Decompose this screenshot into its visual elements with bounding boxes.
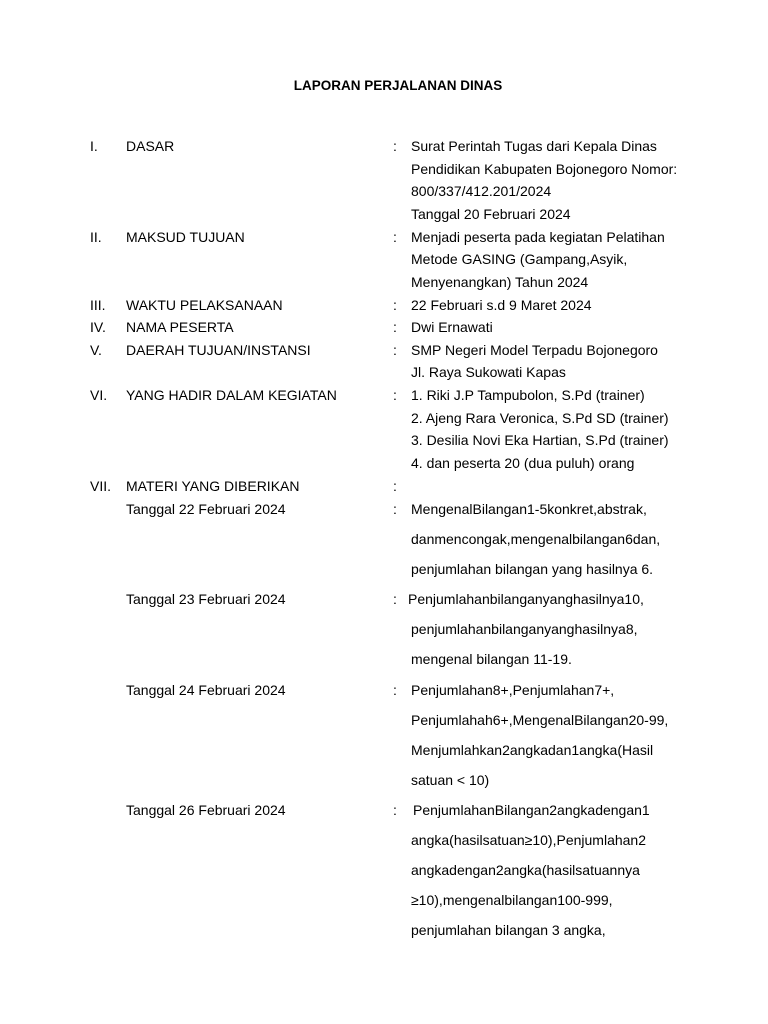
section-label: MAKSUD TUJUAN [126,228,245,245]
value-line: Jl. Raya Sukowati Kapas [411,364,566,381]
value-line: 1. Riki J.P Tampubolon, S.Pd (trainer) [411,387,645,403]
materi-text [411,795,706,945]
section-number: I. [90,138,98,154]
materi-line: PenjumlahanBilangan2angkadengan1 [413,802,650,818]
section-value [411,339,707,384]
value-line: Metode GASING (Gampang,Asyik, [411,251,628,268]
materi-line: angkadengan2angka(hasilsatuannya [411,862,640,878]
materi-date: Tanggal 24 Februari 2024 [126,682,286,698]
value-line: 22 Februari s.d 9 Maret 2024 [411,296,592,313]
materi-text [408,584,706,674]
value-line: SMP Negeri Model Terpadu Bojonegoro [411,341,658,358]
materi-line: angka(hasilsatuan≥10),Penjumlahan2 [411,832,647,848]
value-line: Pendidikan Kabupaten Bojonegoro Nomor: [411,160,678,177]
section-value [411,294,707,317]
materi-line: ≥10),mengenalbilangan100-999, [411,892,613,908]
section-label: DASAR [126,138,175,154]
section-colon: : [393,296,397,313]
materi-line: MengenalBilangan1-5konkret,abstrak, [411,501,647,517]
section-number: VII. [90,478,112,494]
materi-line: Penjumlahanbilanganyanghasilnya10, [408,591,644,607]
section-number: III. [90,296,106,313]
materi-line: satuan < 10) [411,772,490,788]
value-line: 3. Desilia Novi Eka Hartian, S.Pd (trainer) [411,432,669,449]
section-colon: : [393,478,397,494]
section-label: YANG HADIR DALAM KEGIATAN [126,387,337,403]
section-label: WAKTU PELAKSANAAN [126,296,283,313]
section-label: DAERAH TUJUAN/INSTANSI [126,341,311,358]
value-line: Surat Perintah Tugas dari Kepala Dinas [411,138,657,154]
section-value [411,135,707,225]
section-colon: : [393,387,397,403]
section-value [411,226,707,294]
value-line: 4. dan peserta 20 (dua puluh) orang [411,454,635,471]
document-title: LAPORAN PERJALANAN DINAS [293,78,503,93]
materi-date: Tanggal 23 Februari 2024 [126,591,286,607]
section-colon: : [393,341,397,358]
materi-line: penjumlahanbilanganyanghasilnya8, [411,621,638,637]
section-number: VI. [90,387,108,403]
materi-colon: : [393,501,397,517]
materi-text [411,675,706,795]
section-colon: : [393,319,397,335]
materi-line: penjumlahan bilangan 3 angka, [411,922,606,938]
materi-line: mengenal bilangan 11-19. [411,651,572,667]
value-line: Tanggal 20 Februari 2024 [411,205,571,222]
materi-text [411,494,706,584]
section-colon: : [393,228,397,245]
value-line: 800/337/412.201/2024 [411,183,552,200]
materi-line: Penjumlahan8+,Penjumlahan7+, [411,682,615,698]
value-line: 2. Ajeng Rara Veronica, S.Pd SD (trainer) [411,409,669,426]
materi-colon: : [393,802,397,818]
section-number: V. [90,341,102,358]
materi-line: penjumlahan bilangan yang hasilnya 6. [411,561,654,577]
section-value [411,384,707,474]
value-line: Dwi Ernawati [411,319,493,335]
section-value [411,316,707,339]
materi-colon: : [393,591,397,607]
materi-line: Penjumlahah6+,MengenalBilangan20-99, [411,712,669,728]
materi-line: danmencongak,mengenalbilangan6dan, [411,531,661,547]
section-number: II. [90,228,102,245]
section-label: NAMA PESERTA [126,319,234,335]
value-line: Menjadi peserta pada kegiatan Pelatihan [411,228,665,245]
materi-colon: : [393,682,397,698]
section-label: MATERI YANG DIBERIKAN [126,478,300,494]
section-colon: : [393,138,397,154]
materi-date: Tanggal 26 Februari 2024 [126,802,286,818]
section-number: IV. [90,319,106,335]
materi-date: Tanggal 22 Februari 2024 [126,501,286,517]
value-line: Menyenangkan) Tahun 2024 [411,273,589,290]
materi-line: Menjumlahkan2angkadan1angka(Hasil [411,742,654,758]
